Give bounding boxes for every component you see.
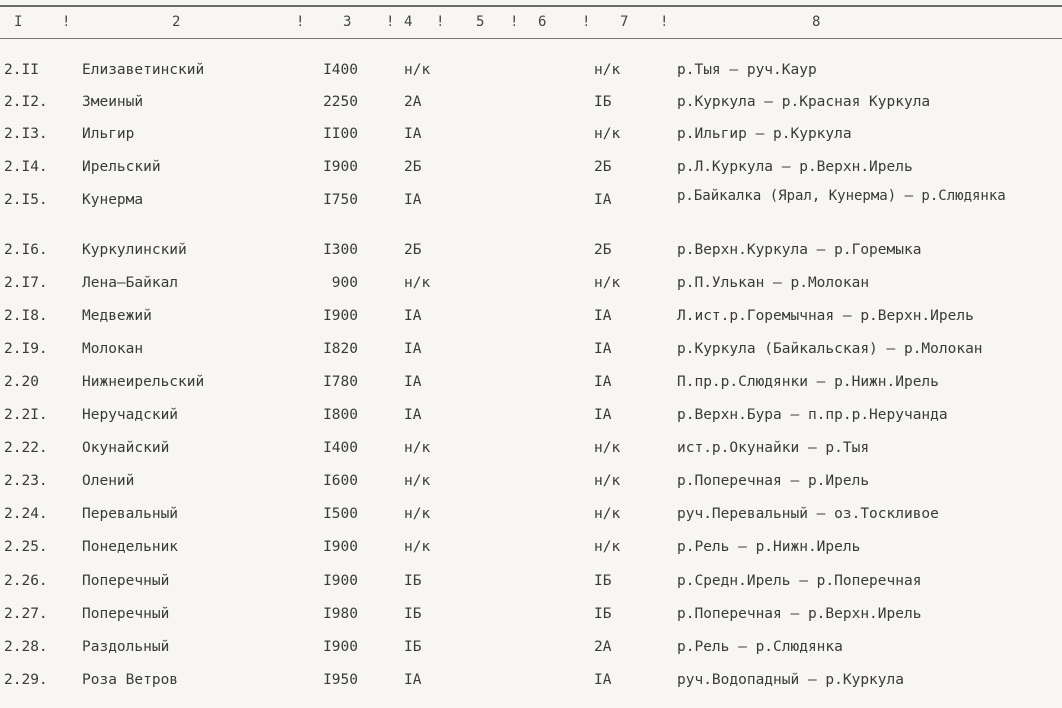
pass-name: Понедельник bbox=[82, 539, 179, 555]
route-description: р.Верхн.Бура – п.пр.р.Неручанда bbox=[677, 407, 948, 423]
category-col-7: 2А bbox=[594, 639, 612, 655]
row-number: 2.23. bbox=[4, 473, 48, 489]
header-separator: ! bbox=[62, 14, 71, 30]
pass-name: Поперечный bbox=[82, 573, 170, 589]
category-col-7: 2Б bbox=[594, 159, 612, 175]
top-rule bbox=[0, 5, 1062, 7]
category-col-4: IА bbox=[404, 672, 422, 688]
row-number: 2.I4. bbox=[4, 159, 48, 175]
table-row bbox=[0, 372, 1062, 404]
pass-name: Раздольный bbox=[82, 639, 170, 655]
pass-name: Неручадский bbox=[82, 407, 179, 423]
category-col-7: IА bbox=[594, 672, 612, 688]
pass-height: I600 bbox=[323, 473, 358, 489]
pass-name: Куркулинский bbox=[82, 242, 187, 258]
header-col-5: 5 bbox=[476, 14, 485, 30]
route-description: р.П.Улькан – р.Молокан bbox=[677, 275, 870, 291]
row-number: 2.II bbox=[4, 62, 39, 78]
pass-name: Медвежий bbox=[82, 308, 152, 324]
pass-height: 900 bbox=[331, 275, 358, 291]
category-col-4: н/к bbox=[404, 440, 431, 456]
route-description: руч.Перевальный – оз.Тоскливое bbox=[677, 506, 939, 522]
row-number: 2.I8. bbox=[4, 308, 48, 324]
row-number: 2.25. bbox=[4, 539, 48, 555]
header-col-8: 8 bbox=[812, 14, 821, 30]
pass-height: I900 bbox=[323, 308, 358, 324]
category-col-7: н/к bbox=[594, 539, 621, 555]
table-row bbox=[0, 273, 1062, 305]
header-separator: ! bbox=[436, 14, 445, 30]
pass-height: I950 bbox=[323, 672, 358, 688]
row-number: 2.24. bbox=[4, 506, 48, 522]
pass-name: Окунайский bbox=[82, 440, 170, 456]
pass-height: I900 bbox=[323, 159, 358, 175]
header-separator: ! bbox=[296, 14, 305, 30]
pass-name: Молокан bbox=[82, 341, 144, 357]
table-row bbox=[0, 670, 1062, 702]
pass-height: I500 bbox=[323, 506, 358, 522]
header-col-3: 3 bbox=[343, 14, 352, 30]
pass-height: I900 bbox=[323, 539, 358, 555]
pass-height: I750 bbox=[323, 192, 358, 208]
category-col-4: IА bbox=[404, 407, 422, 423]
header-col-4: 4 bbox=[404, 14, 413, 30]
row-number: 2.22. bbox=[4, 440, 48, 456]
category-col-7: IА bbox=[594, 308, 612, 324]
table-row bbox=[0, 124, 1062, 156]
category-col-4: н/к bbox=[404, 506, 431, 522]
route-description: р.Рель – р.Слюдянка bbox=[677, 639, 843, 655]
header-separator: ! bbox=[386, 14, 395, 30]
category-col-4: IА bbox=[404, 192, 422, 208]
category-col-4: н/к bbox=[404, 539, 431, 555]
category-col-7: IА bbox=[594, 341, 612, 357]
pass-height: I400 bbox=[323, 62, 358, 78]
route-description: П.пр.р.Слюдянки – р.Нижн.Ирель bbox=[677, 374, 939, 390]
table-row bbox=[0, 405, 1062, 437]
row-number: 2.I9. bbox=[4, 341, 48, 357]
pass-name: Перевальный bbox=[82, 506, 179, 522]
table-row bbox=[0, 60, 1062, 92]
category-col-4: 2Б bbox=[404, 159, 422, 175]
category-col-7: IБ bbox=[594, 94, 612, 110]
table-row bbox=[0, 571, 1062, 603]
category-col-7: н/к bbox=[594, 506, 621, 522]
pass-name: Змеиный bbox=[82, 94, 144, 110]
category-col-7: 2Б bbox=[594, 242, 612, 258]
pass-height: I400 bbox=[323, 440, 358, 456]
header-separator: ! bbox=[660, 14, 669, 30]
category-col-7: IБ bbox=[594, 573, 612, 589]
category-col-4: IБ bbox=[404, 639, 422, 655]
pass-name: Ирельский bbox=[82, 159, 161, 175]
category-col-4: IА bbox=[404, 374, 422, 390]
pass-name: Олений bbox=[82, 473, 135, 489]
pass-height: 2250 bbox=[323, 94, 358, 110]
category-col-7: н/к bbox=[594, 62, 621, 78]
route-description: р.Л.Куркула – р.Верхн.Ирель bbox=[677, 159, 913, 175]
header-col-2: 2 bbox=[172, 14, 181, 30]
row-number: 2.I7. bbox=[4, 275, 48, 291]
pass-name: Нижнеирельский bbox=[82, 374, 205, 390]
route-description: ист.р.Окунайки – р.Тыя bbox=[677, 440, 870, 456]
row-number: 2.I5. bbox=[4, 192, 48, 208]
table-row bbox=[0, 92, 1062, 124]
route-description: р.Поперечная – р.Верхн.Ирель bbox=[677, 606, 922, 622]
route-description: р.Рель – р.Нижн.Ирель bbox=[677, 539, 861, 555]
header-separator: ! bbox=[510, 14, 519, 30]
row-number: 2.27. bbox=[4, 606, 48, 622]
category-col-4: н/к bbox=[404, 62, 431, 78]
route-description: р.Байкалка (Ярал, Кунерма) – р.Слюдянка bbox=[677, 188, 1006, 204]
route-description: Л.ист.р.Горемычная – р.Верхн.Ирель bbox=[677, 308, 974, 324]
route-description: р.Куркула (Байкальская) – р.Молокан bbox=[677, 341, 983, 357]
pass-height: I980 bbox=[323, 606, 358, 622]
route-description: р.Поперечная – р.Ирель bbox=[677, 473, 870, 489]
table-row bbox=[0, 537, 1062, 569]
pass-height: I900 bbox=[323, 639, 358, 655]
route-description: р.Ильгир – р.Куркула bbox=[677, 126, 852, 142]
category-col-4: IА bbox=[404, 341, 422, 357]
category-col-4: IБ bbox=[404, 606, 422, 622]
header-col-1: I bbox=[14, 14, 23, 30]
table-row bbox=[0, 157, 1062, 189]
pass-name: Кунерма bbox=[82, 192, 144, 208]
pass-name: Роза Ветров bbox=[82, 672, 179, 688]
category-col-4: IА bbox=[404, 126, 422, 142]
row-number: 2.I6. bbox=[4, 242, 48, 258]
pass-height: I800 bbox=[323, 407, 358, 423]
row-number: 2.2I. bbox=[4, 407, 48, 423]
pass-name: Поперечный bbox=[82, 606, 170, 622]
row-number: 2.26. bbox=[4, 573, 48, 589]
route-description: руч.Водопадный – р.Куркула bbox=[677, 672, 904, 688]
route-description: р.Верхн.Куркула – р.Горемыка bbox=[677, 242, 922, 258]
route-description: р.Средн.Ирель – р.Поперечная bbox=[677, 573, 922, 589]
category-col-4: 2Б bbox=[404, 242, 422, 258]
table-row bbox=[0, 604, 1062, 636]
category-col-7: н/к bbox=[594, 473, 621, 489]
category-col-7: н/к bbox=[594, 440, 621, 456]
header-col-7: 7 bbox=[620, 14, 629, 30]
category-col-4: IБ bbox=[404, 573, 422, 589]
table-row bbox=[0, 438, 1062, 470]
pass-height: I820 bbox=[323, 341, 358, 357]
category-col-4: 2А bbox=[404, 94, 422, 110]
category-col-4: н/к bbox=[404, 473, 431, 489]
route-description: р.Тыя – руч.Каур bbox=[677, 62, 817, 78]
pass-name: Елизаветинский bbox=[82, 62, 205, 78]
header-separator: ! bbox=[582, 14, 591, 30]
header-col-6: 6 bbox=[538, 14, 547, 30]
category-col-7: IБ bbox=[594, 606, 612, 622]
table-row bbox=[0, 190, 1062, 222]
pass-name: Лена–Байкал bbox=[82, 275, 179, 291]
route-description: р.Куркула – р.Красная Куркула bbox=[677, 94, 931, 110]
row-number: 2.28. bbox=[4, 639, 48, 655]
table-row bbox=[0, 504, 1062, 536]
row-number: 2.I2. bbox=[4, 94, 48, 110]
category-col-7: н/к bbox=[594, 126, 621, 142]
category-col-7: IА bbox=[594, 374, 612, 390]
pass-height: II00 bbox=[323, 126, 358, 142]
category-col-4: IА bbox=[404, 308, 422, 324]
table-row bbox=[0, 240, 1062, 272]
category-col-7: IА bbox=[594, 192, 612, 208]
pass-name: Ильгир bbox=[82, 126, 135, 142]
header-rule bbox=[0, 38, 1062, 39]
row-number: 2.29. bbox=[4, 672, 48, 688]
pass-height: I900 bbox=[323, 573, 358, 589]
table-row bbox=[0, 471, 1062, 503]
table-row bbox=[0, 637, 1062, 669]
table-row bbox=[0, 306, 1062, 338]
row-number: 2.20 bbox=[4, 374, 39, 390]
row-number: 2.I3. bbox=[4, 126, 48, 142]
category-col-7: IА bbox=[594, 407, 612, 423]
table-row bbox=[0, 339, 1062, 371]
pass-height: I780 bbox=[323, 374, 358, 390]
category-col-4: н/к bbox=[404, 275, 431, 291]
pass-height: I300 bbox=[323, 242, 358, 258]
category-col-7: н/к bbox=[594, 275, 621, 291]
